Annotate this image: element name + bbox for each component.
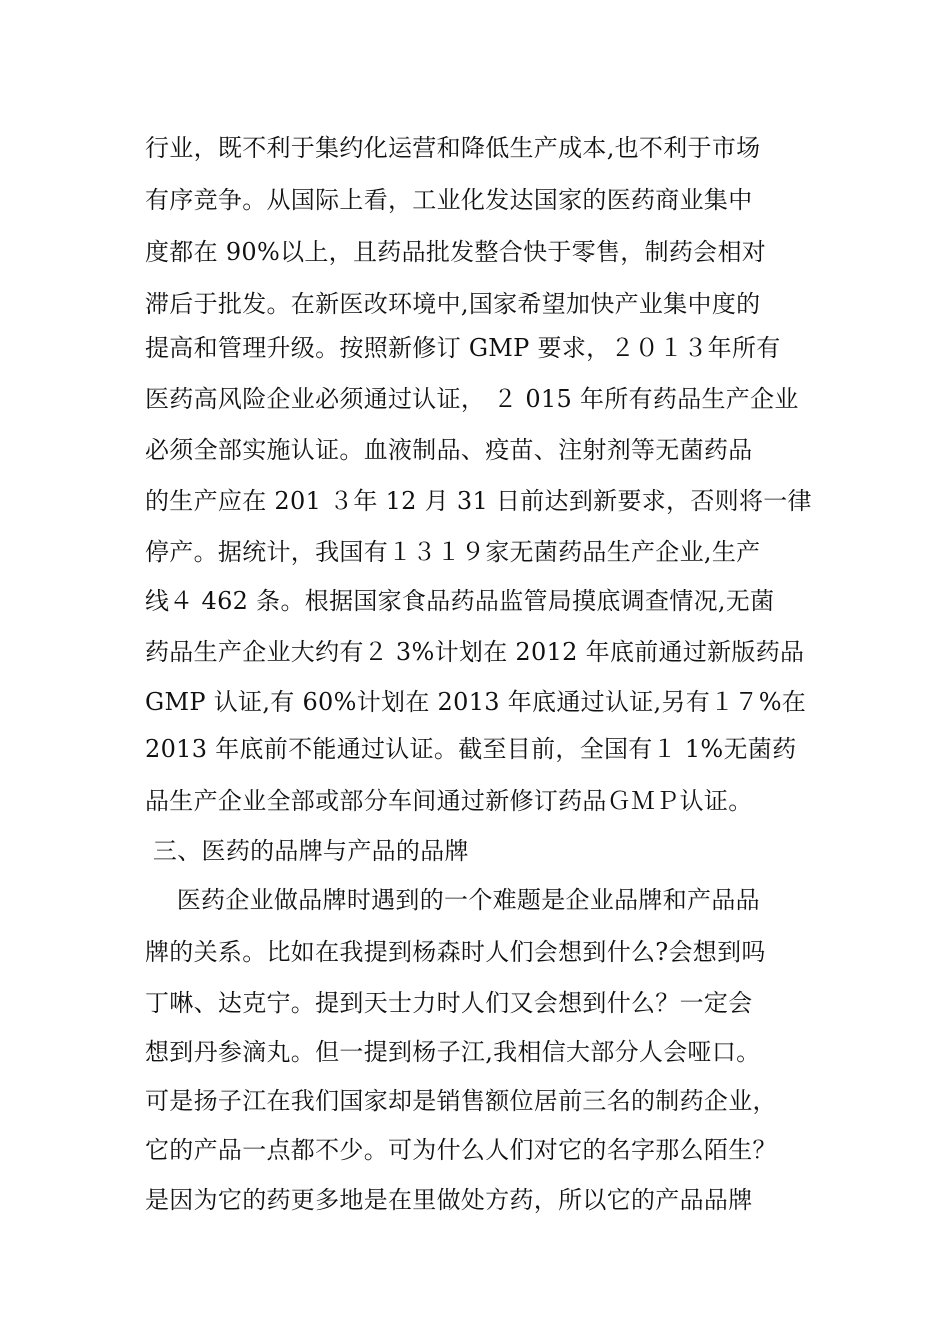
- text-line: 药品生产企业大约有２ 3%计划在 2012 年底前通过新版药品: [145, 638, 805, 666]
- text-line: GMP 认证,有 60%计划在 2013 年底通过认证,另有１７%在: [145, 688, 807, 716]
- text-line: 想到丹参滴丸。但一提到杨子江,我相信大部分人会哑口。: [145, 1038, 761, 1066]
- text-line: 度都在 90%以上，且药品批发整合快于零售，制药会相对: [145, 238, 767, 266]
- text-line: 2013 年底前不能通过认证。截至目前，全国有１ 1%无菌药: [145, 735, 797, 763]
- text-line: 必须全部实施认证。血液制品、疫苗、注射剂等无菌药品: [145, 436, 753, 464]
- text-line: 提高和管理升级。按照新修订 GMP 要求，２０１３年所有: [145, 334, 781, 362]
- text-line: 停产。据统计，我国有１３１９家无菌药品生产企业,生产: [145, 538, 761, 566]
- text-line: 它的产品一点都不少。可为什么人们对它的名字那么陌生？: [145, 1136, 777, 1164]
- text-line: 是因为它的药更多地是在里做处方药，所以它的产品品牌: [145, 1186, 753, 1214]
- text-line: 医药高风险企业必须通过认证， ２ 015 年所有药品生产企业: [145, 385, 799, 413]
- section-heading: 三、医药的品牌与产品的品牌: [145, 837, 469, 865]
- text-line: 有序竞争。从国际上看，工业化发达国家的医药商业集中: [145, 186, 753, 214]
- text-line: 医药企业做品牌时遇到的一个难题是企业品牌和产品品: [145, 886, 760, 914]
- text-line: 线４ 462 条。根据国家食品药品监管局摸底调查情况,无菌: [145, 587, 775, 615]
- text-line: 可是扬子江在我们国家却是销售额位居前三名的制药企业，: [145, 1087, 777, 1115]
- text-line: 丁啉、达克宁。提到天士力时人们又会想到什么？一定会: [145, 989, 753, 1017]
- text-line: 牌的关系。比如在我提到杨森时人们会想到什么?会想到吗: [145, 938, 766, 966]
- text-line: 行业，既不利于集约化运营和降低生产成本,也不利于市场: [145, 134, 761, 162]
- text-line: 滞后于批发。在新医改环境中,国家希望加快产业集中度的: [145, 290, 761, 318]
- text-line: 品生产企业全部或部分车间通过新修订药品ＧＭＰ认证。: [145, 787, 753, 815]
- text-line: 的生产应在 201 ３年 12 月 31 日前达到新要求，否则将一律: [145, 487, 812, 515]
